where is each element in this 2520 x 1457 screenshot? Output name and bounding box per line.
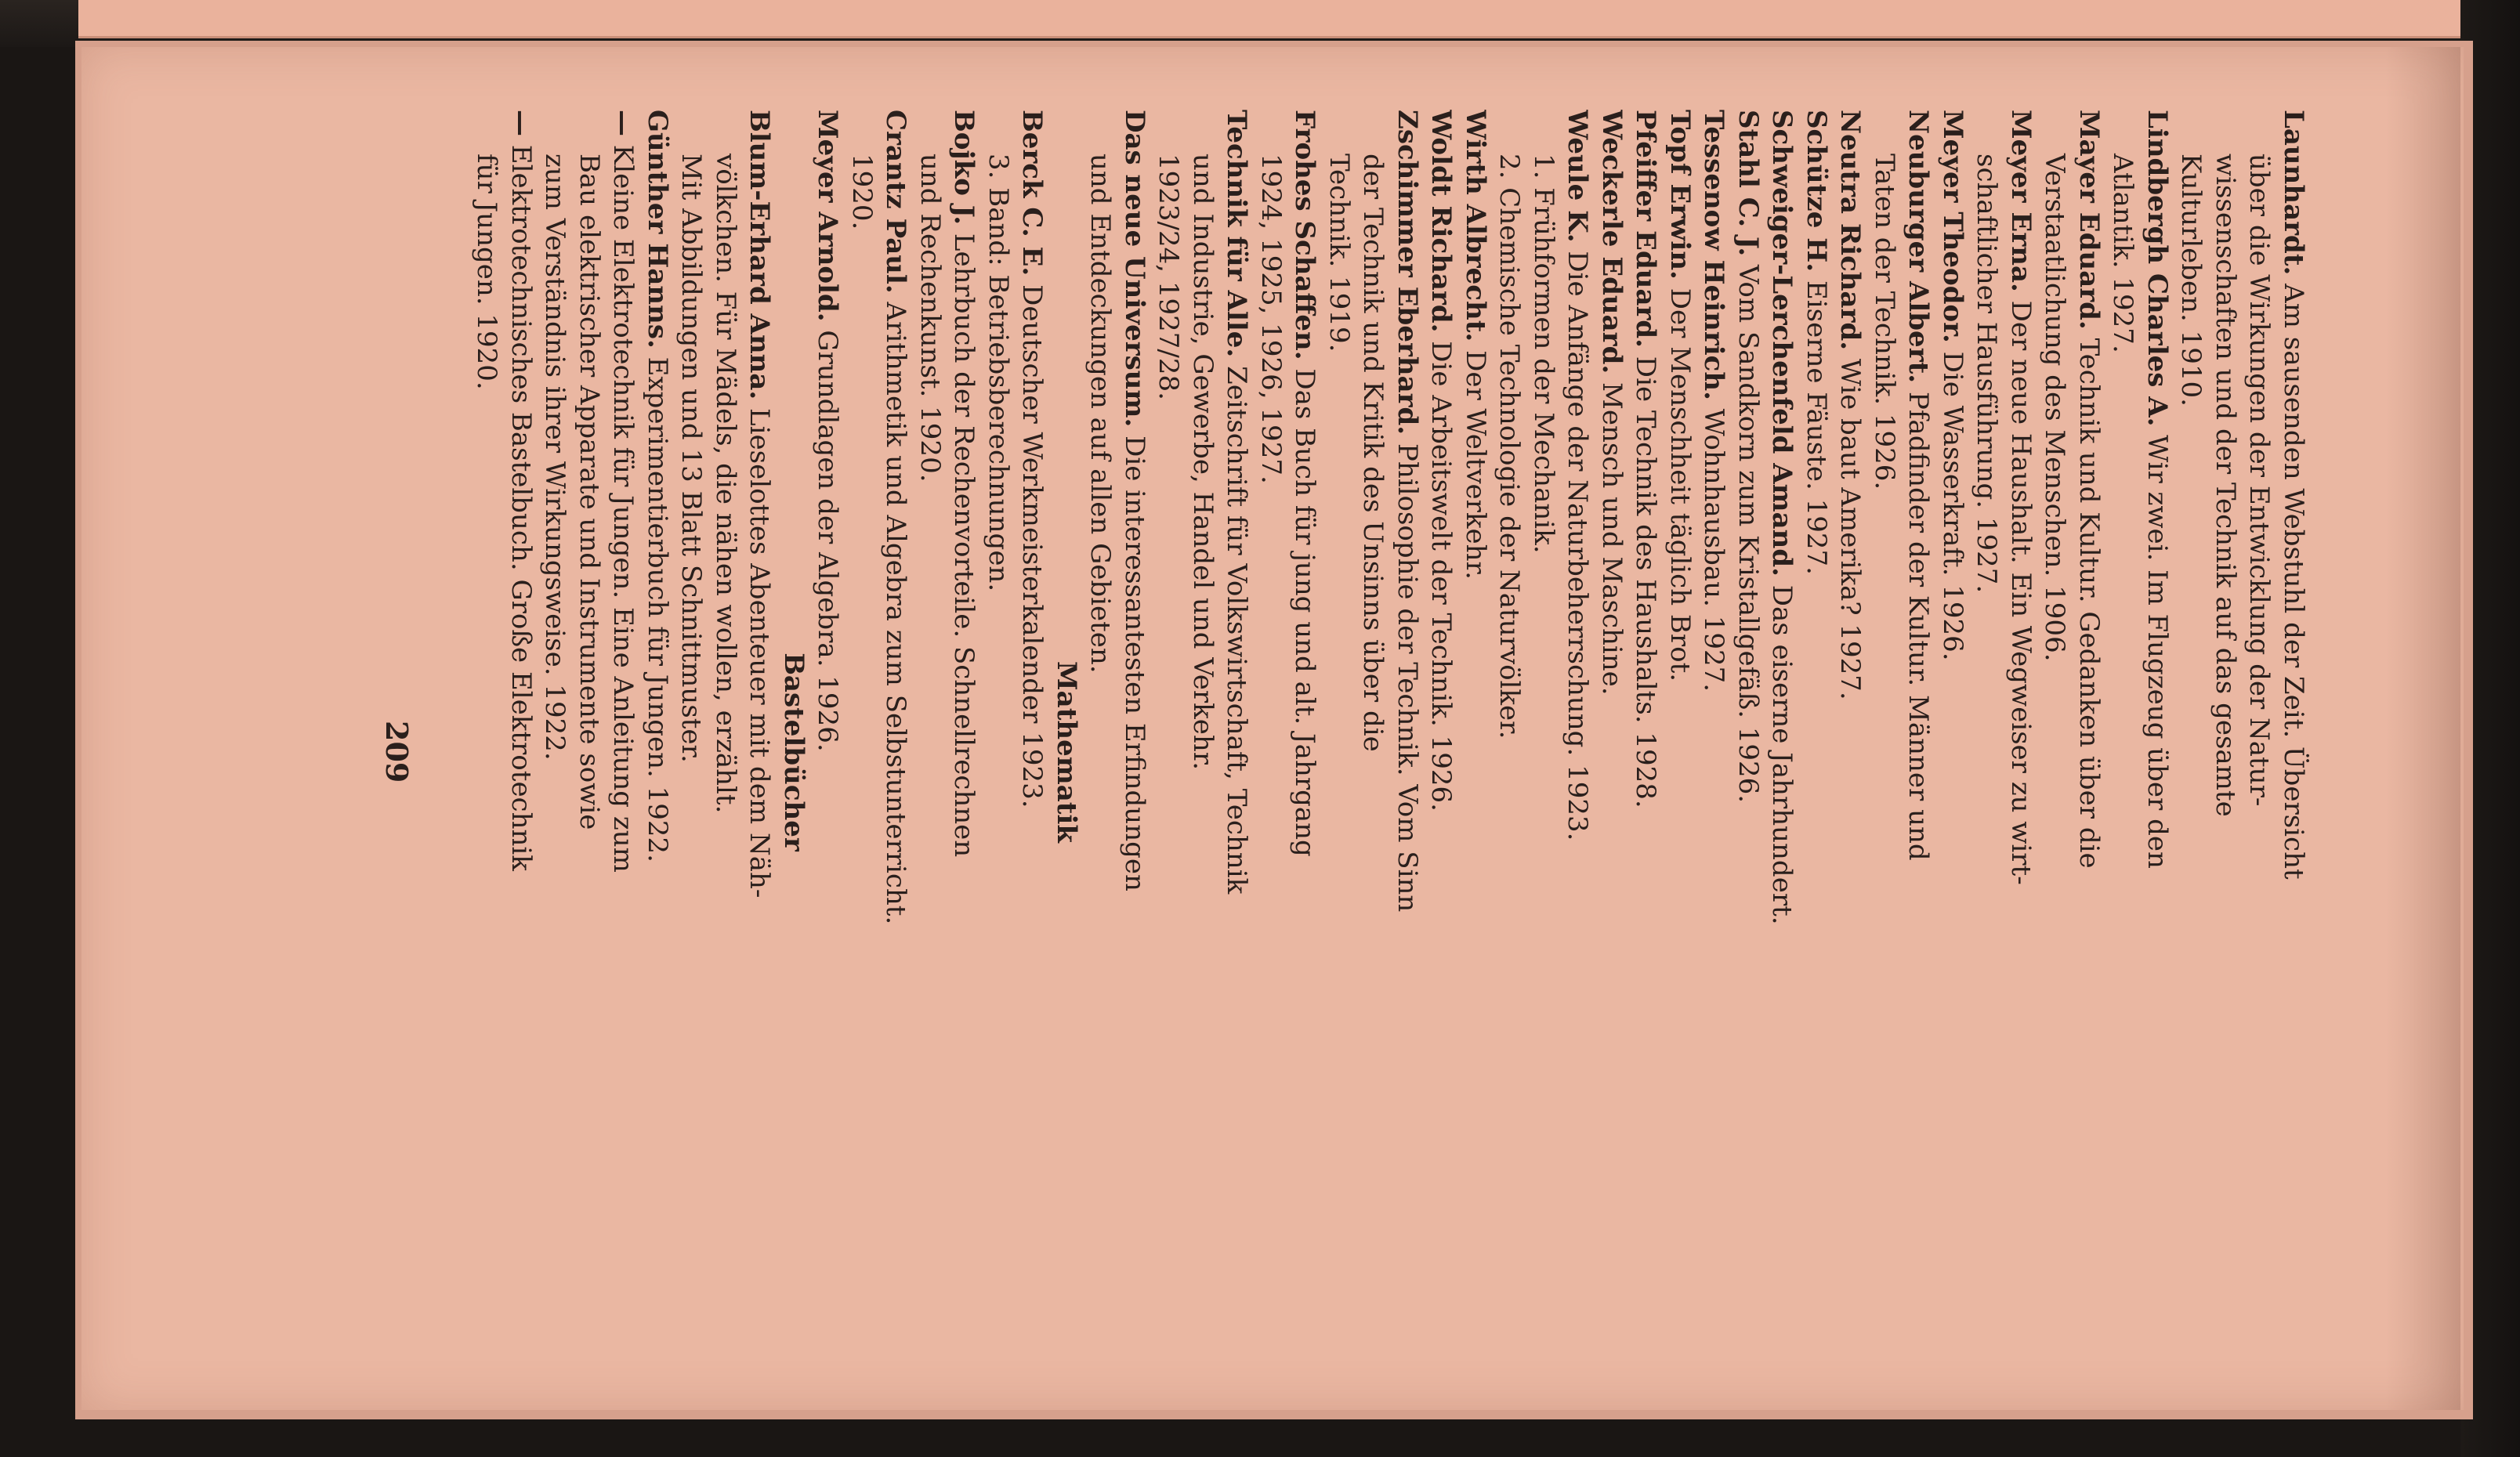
entry-text: Die Technik des Haushalts. 1928. (1630, 348, 1662, 808)
entry-author: Schweiger-Lerchenfeld Amand. (1766, 110, 1798, 577)
bibliography-line (810, 110, 845, 1394)
entry-text: Eiserne Fäuste. 1927. (1801, 272, 1832, 575)
bibliography-line (742, 110, 777, 1394)
entry-author: Neutra Richard. (1834, 110, 1866, 351)
entry-text: Arithmetik und Algebra zum Selbstunterricht. (880, 293, 912, 925)
entry-text: Kleine Elektrotechnik für Jungen. Eine Anleitung zum (607, 136, 639, 873)
entry-text: Kulturleben. 1910. (2175, 154, 2207, 407)
entry-text: wissenschaften und der Technik auf das gesamte (2210, 154, 2241, 817)
entry-text: für Jungen. 1920. (471, 154, 503, 390)
entry-text: Die interessantesten Erfindungen (1119, 427, 1150, 891)
bibliography-line (708, 110, 743, 1394)
bibliography-line (469, 110, 504, 1394)
entry-author: Crantz Paul. (880, 110, 912, 294)
entry-text: völkchen. Für Mädels, die nähen wollen, erzählt. (710, 154, 741, 814)
entry-author: Wirth Albrecht. (1460, 110, 1491, 342)
bibliography-line (1322, 110, 1356, 1394)
page-number: 209 (379, 721, 415, 783)
entry-text: 1923/24, 1927/28. (1153, 154, 1185, 400)
entry-text: Der Weltverkehr. (1460, 342, 1491, 580)
entry-text: Der neue Haushalt. Ein Wegweiser zu wirt- (2005, 291, 2037, 885)
entry-author: Stahl C. J. (1732, 110, 1764, 257)
entry-text: Pfadfinder der Kultur. Männer und (1903, 383, 1935, 861)
bibliography-line (845, 110, 879, 1394)
entry-author: Schütze H. (1801, 110, 1832, 273)
entry-text: Experimentierbuch für Jungen. 1922. (642, 348, 673, 862)
bibliography-line (947, 110, 981, 1394)
entry-text: Die Wasserkraft. 1926. (1937, 342, 1968, 661)
entry-text: Grundlagen der Algebra. 1926. (812, 321, 844, 752)
entry-text: Die Anfänge der Naturbeherrschung. 1923. (1562, 242, 1594, 841)
entry-text: Der Menschheit täglich Brot. (1664, 279, 1696, 682)
entry-text: Lieselottes Abenteuer mit dem Näh- (744, 400, 776, 898)
bibliography-line (1526, 110, 1561, 1394)
bibliography-line (674, 110, 708, 1394)
entry-text: Das Buch für jung und alt. Jahrgang (1289, 360, 1321, 857)
bibliography-line (1833, 110, 1867, 1394)
entry-author: — (505, 110, 537, 136)
bibliography-line (1254, 110, 1288, 1394)
entry-text: Wohnhausbau. 1927. (1698, 400, 1730, 692)
entry-author: Berck C. E. (1016, 110, 1048, 277)
entry-text: Deutscher Werkmeisterkalender 1923. (1016, 276, 1048, 808)
bibliography-line (1595, 110, 1629, 1394)
entry-text: 1. Frühformen der Mechanik. (1528, 154, 1559, 554)
bibliography-line (1799, 110, 1834, 1394)
entry-author: Topf Erwin. (1664, 110, 1696, 280)
entry-text: Zeitschrift für Volkswirtschaft, Technik (1221, 357, 1253, 895)
bibliography-line (1117, 110, 1152, 1394)
bibliography-line (1356, 110, 1390, 1394)
bibliography-line (640, 110, 675, 1394)
entry-text: über die Wirkungen der Entwicklung der Natur- (2243, 154, 2276, 807)
entry-author: Tessenow Heinrich. (1698, 110, 1730, 400)
bibliography-line (1458, 110, 1493, 1394)
facing-page-edge (78, 0, 2460, 38)
bibliography-line (2174, 110, 2208, 1394)
bibliography-line (1219, 110, 1254, 1394)
bibliography-line (1765, 110, 1799, 1394)
bibliography-line (2208, 110, 2243, 1394)
entry-author: Weule K. (1562, 110, 1594, 243)
bibliography-line (981, 110, 1016, 1394)
bibliography-line (2004, 110, 2038, 1394)
bibliography-line (2037, 110, 2072, 1394)
entry-author: Mayer Eduard. (2073, 110, 2105, 330)
entry-text: zum Verständnis ihrer Wirkungsweise. 1922. (539, 154, 571, 761)
entry-text: und Industrie, Gewerbe, Handel und Verkehr. (1187, 154, 1218, 771)
entry-text: Philosophie der Technik. Vom Sinn (1392, 435, 1423, 913)
entry-author: Technik für Alle. (1221, 110, 1253, 358)
entry-author: Meyer Erna. (2005, 110, 2037, 292)
entry-author: Launhardt. (2278, 110, 2309, 276)
bibliography-line (913, 110, 947, 1394)
bibliography-line (1663, 110, 1697, 1394)
entry-text: und Rechenkunst. 1920. (914, 154, 946, 483)
entry-author: Das neue Universum. (1119, 110, 1150, 428)
entry-text: Technik. 1919. (1323, 154, 1355, 352)
entry-author: Neuburger Albert. (1903, 110, 1935, 384)
bibliography-line (1492, 110, 1526, 1394)
bibliography-line (2105, 110, 2140, 1394)
bibliography-line (2072, 110, 2106, 1394)
bibliography-line (1969, 110, 2004, 1394)
entry-author: Woldt Richard. (1425, 110, 1457, 333)
entry-author: — (607, 110, 639, 136)
rotated-text-block (179, 110, 2310, 1394)
entry-text: und Entdeckungen auf allen Gebieten. (1084, 154, 1117, 674)
entry-text: Das eiserne Jahrhundert. (1766, 576, 1798, 925)
entry-text: Taten der Technik. 1926. (1869, 154, 1900, 490)
entry-text: 2. Chemische Technologie der Naturvölker. (1494, 154, 1526, 739)
entry-text: Mathematik (1051, 661, 1082, 843)
entry-author: Meyer Theodor. (1937, 110, 1968, 343)
entry-text: Vom Sandkorn zum Kristallgefäß. 1926. (1732, 256, 1764, 804)
section-heading (777, 110, 811, 1394)
entry-text: Die Arbeitswelt der Technik. 1926. (1425, 332, 1457, 812)
bibliography-line (1696, 110, 1731, 1394)
entry-text: Elektrotechnisches Bastelbuch. Große Elektrotechnik (505, 136, 537, 871)
entry-text: 1920. (846, 154, 878, 230)
entry-author: Meyer Arnold. (812, 110, 844, 322)
bibliography-line (1083, 110, 1117, 1394)
entry-author: Frohes Schaffen. (1289, 110, 1321, 360)
entry-author: Bojko J. (948, 110, 980, 226)
entry-text: schaftlicher Hausführung. 1927. (1971, 154, 2003, 594)
entry-text: Technik und Kultur. Gedanken über die (2073, 329, 2105, 869)
entry-text: Wie baut Amerika? 1927. (1834, 350, 1866, 700)
bibliography-line (572, 110, 606, 1394)
bibliography-line (1015, 110, 1049, 1394)
entry-text: Mit Abbildungen und 13 Blatt Schnittmuster. (675, 154, 708, 763)
bibliography-line (1390, 110, 1425, 1394)
entry-text: Am sausenden Webstuhl der Zeit. Übersicht (2278, 275, 2309, 880)
entry-author: Pfeiffer Eduard. (1630, 110, 1662, 348)
entry-author: Blum-Erhard Anna. (744, 110, 776, 400)
bibliography-line (1901, 110, 1935, 1394)
entry-text: Mensch und Maschine. (1596, 374, 1628, 696)
bibliography-line (1186, 110, 1220, 1394)
bibliography-line (606, 110, 640, 1394)
bibliography-line (878, 110, 913, 1394)
bibliography-line (1560, 110, 1595, 1394)
entry-text: Bau elektrischer Apparate und Instrumente sowie (574, 154, 605, 830)
entry-text: Lehrbuch der Rechenvorteile. Schnellrechnen (948, 225, 980, 858)
bibliography-lines (469, 110, 2310, 1394)
section-heading (1049, 110, 1084, 1394)
entry-text: Atlantik. 1927. (2107, 154, 2139, 353)
entry-author: Weckerle Eduard. (1596, 110, 1628, 374)
entry-text: der Technik und Kritik des Unsinns über die (1357, 154, 1389, 752)
bibliography-line (538, 110, 572, 1394)
entry-text: Wir zwei. Im Flugzeug über den (2142, 426, 2173, 869)
bibliography-line (2276, 110, 2311, 1394)
bibliography-line (2242, 110, 2276, 1394)
bibliography-line (1287, 110, 1322, 1394)
entry-author: Günther Hanns. (642, 110, 673, 349)
bibliography-line (2140, 110, 2174, 1394)
entry-author: Lindbergh Charles A. (2142, 110, 2173, 427)
entry-text: Bastelbücher (778, 653, 809, 851)
entry-text: 3. Band: Betriebsberechnungen. (983, 154, 1014, 592)
bibliography-line (504, 110, 538, 1394)
bibliography-line (1628, 110, 1663, 1394)
bibliography-line (1151, 110, 1186, 1394)
bibliography-line (1935, 110, 1970, 1394)
bibliography-line (1424, 110, 1458, 1394)
entry-text: Verstaatlichung des Menschen. 1906. (2039, 154, 2071, 662)
entry-text: 1924, 1925, 1926, 1927. (1255, 154, 1287, 484)
bibliography-line (1731, 110, 1765, 1394)
page-gutter (2385, 47, 2460, 1410)
bibliography-line (1867, 110, 1902, 1394)
entry-author: Zschimmer Eberhard. (1392, 110, 1423, 436)
